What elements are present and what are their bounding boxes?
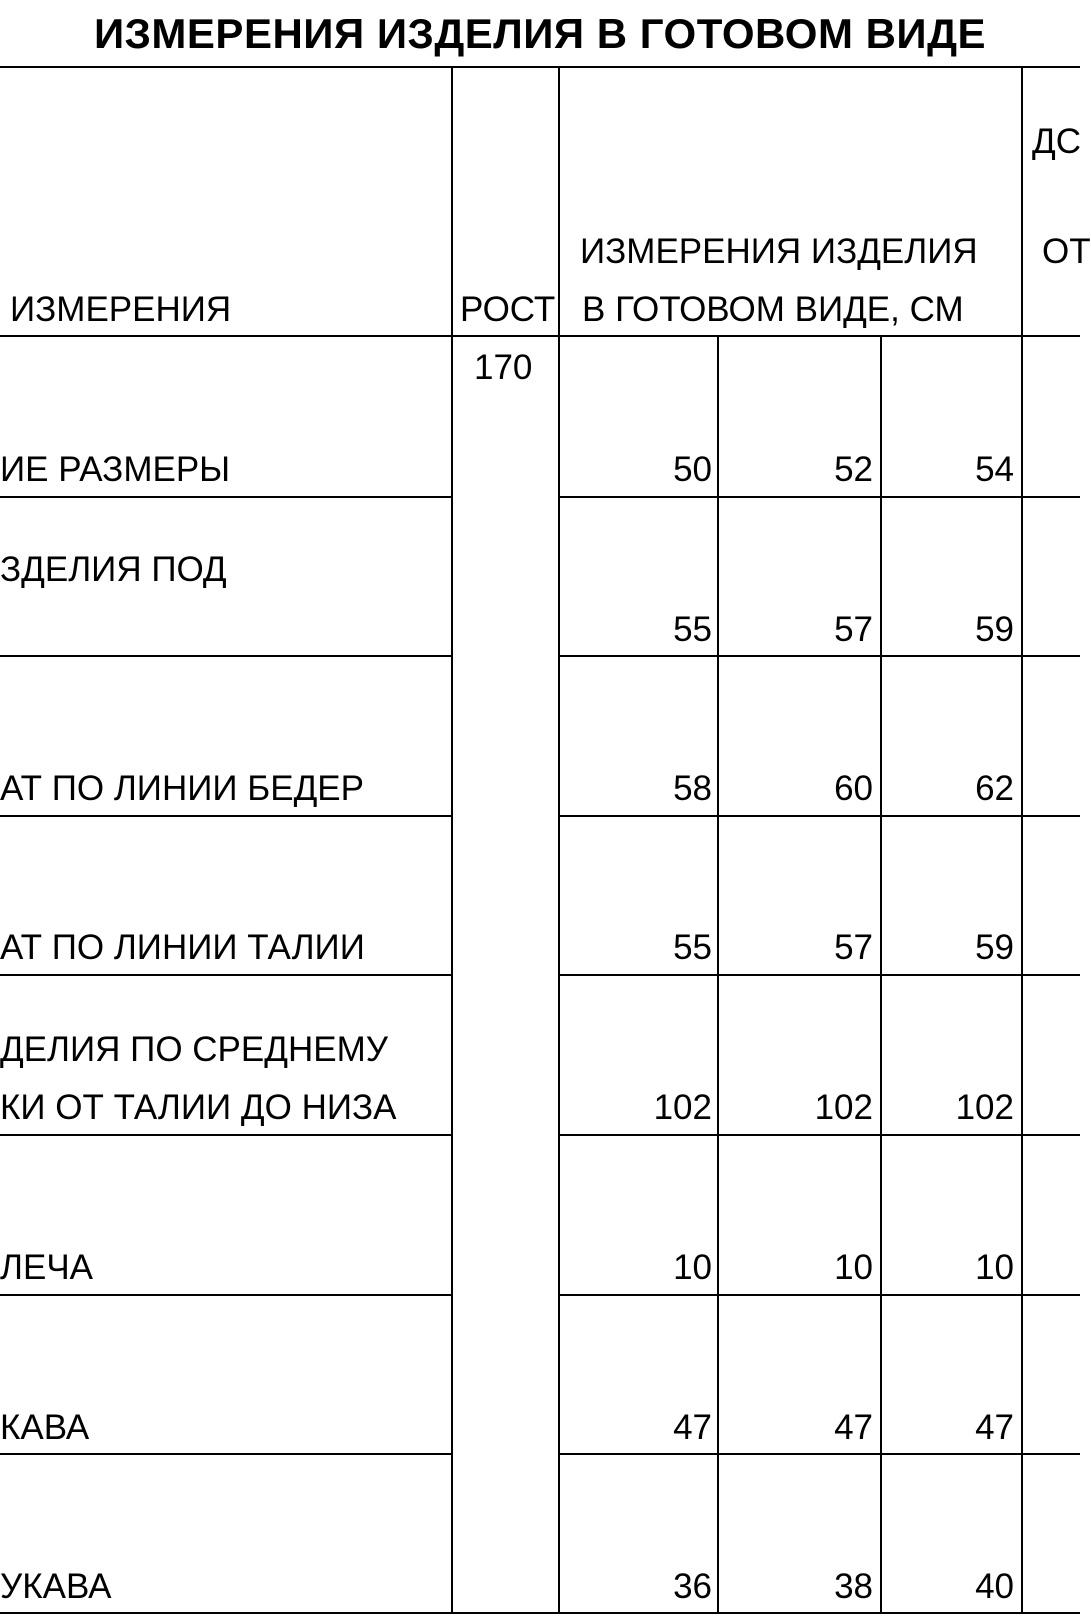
size-value: 47 [975, 1408, 1014, 1447]
page-title: ИЗМЕРЕНИЯ ИЗДЕЛИЯ В ГОТОВОМ ВИДЕ [93, 10, 987, 57]
column-divider [1021, 66, 1023, 1614]
row-label: АТ ПО ЛИНИИ ТАЛИИ [0, 928, 365, 967]
table-top-border [0, 66, 1080, 68]
row-label: КАВА [0, 1408, 90, 1447]
header-bottom-border [0, 335, 1080, 337]
size-value: 59 [975, 610, 1014, 649]
row-divider [560, 1453, 1080, 1455]
row-divider [560, 1134, 1080, 1136]
row-divider [0, 655, 451, 657]
size-value: 102 [653, 1088, 712, 1127]
size-value: 50 [673, 450, 712, 489]
size-value: 52 [834, 450, 873, 489]
row-divider [0, 1294, 451, 1296]
height-value: 170 [474, 348, 533, 387]
row-divider [0, 1453, 451, 1455]
size-value: 40 [975, 1567, 1014, 1606]
size-value: 54 [975, 450, 1014, 489]
row-label: ЛЕЧА [0, 1248, 93, 1287]
size-value: 57 [834, 928, 873, 967]
header-height: РОСТ [460, 290, 556, 329]
row-label: ДЕЛИЯ ПО СРЕДНЕМУ [0, 1030, 388, 1069]
row-label: ИЕ РАЗМЕРЫ [0, 450, 231, 489]
column-divider [558, 66, 560, 1614]
row-divider [0, 815, 451, 817]
row-label: КИ ОТ ТАЛИИ ДО НИЗА [0, 1088, 397, 1127]
size-value: 102 [814, 1088, 873, 1127]
header-sizes-line1: ИЗМЕРЕНИЯ ИЗДЕЛИЯ [580, 232, 978, 271]
size-value: 38 [834, 1567, 873, 1606]
size-value: 10 [975, 1248, 1014, 1287]
column-divider [451, 66, 453, 1614]
size-value: 62 [975, 769, 1014, 808]
size-value: 58 [673, 769, 712, 808]
size-value: 60 [834, 769, 873, 808]
header-measurement: ИЗМЕРЕНИЯ [10, 290, 232, 329]
size-value: 102 [955, 1088, 1014, 1127]
column-divider [717, 335, 719, 1614]
row-divider [560, 496, 1080, 498]
row-label: АТ ПО ЛИНИИ БЕДЕР [0, 769, 364, 808]
size-value: 55 [673, 610, 712, 649]
row-divider [560, 815, 1080, 817]
size-value: 10 [834, 1248, 873, 1287]
row-label: ЗДЕЛИЯ ПОД [0, 550, 227, 589]
header-sizes-line2: В ГОТОВОМ ВИДЕ, СМ [582, 290, 964, 329]
header-extra-line2: ОТ [1042, 232, 1091, 271]
size-value: 47 [834, 1408, 873, 1447]
size-value: 55 [673, 928, 712, 967]
row-label: УКАВА [0, 1567, 112, 1606]
size-value: 47 [673, 1408, 712, 1447]
size-value: 10 [673, 1248, 712, 1287]
row-divider [0, 1134, 451, 1136]
size-value: 59 [975, 928, 1014, 967]
row-divider [0, 496, 451, 498]
header-extra-line1: ДС [1032, 122, 1081, 161]
row-divider [560, 974, 1080, 976]
table-bottom-border [0, 1612, 1080, 1614]
row-divider [560, 655, 1080, 657]
row-divider [0, 974, 451, 976]
size-value: 57 [834, 610, 873, 649]
size-value: 36 [673, 1567, 712, 1606]
row-divider [560, 1294, 1080, 1296]
